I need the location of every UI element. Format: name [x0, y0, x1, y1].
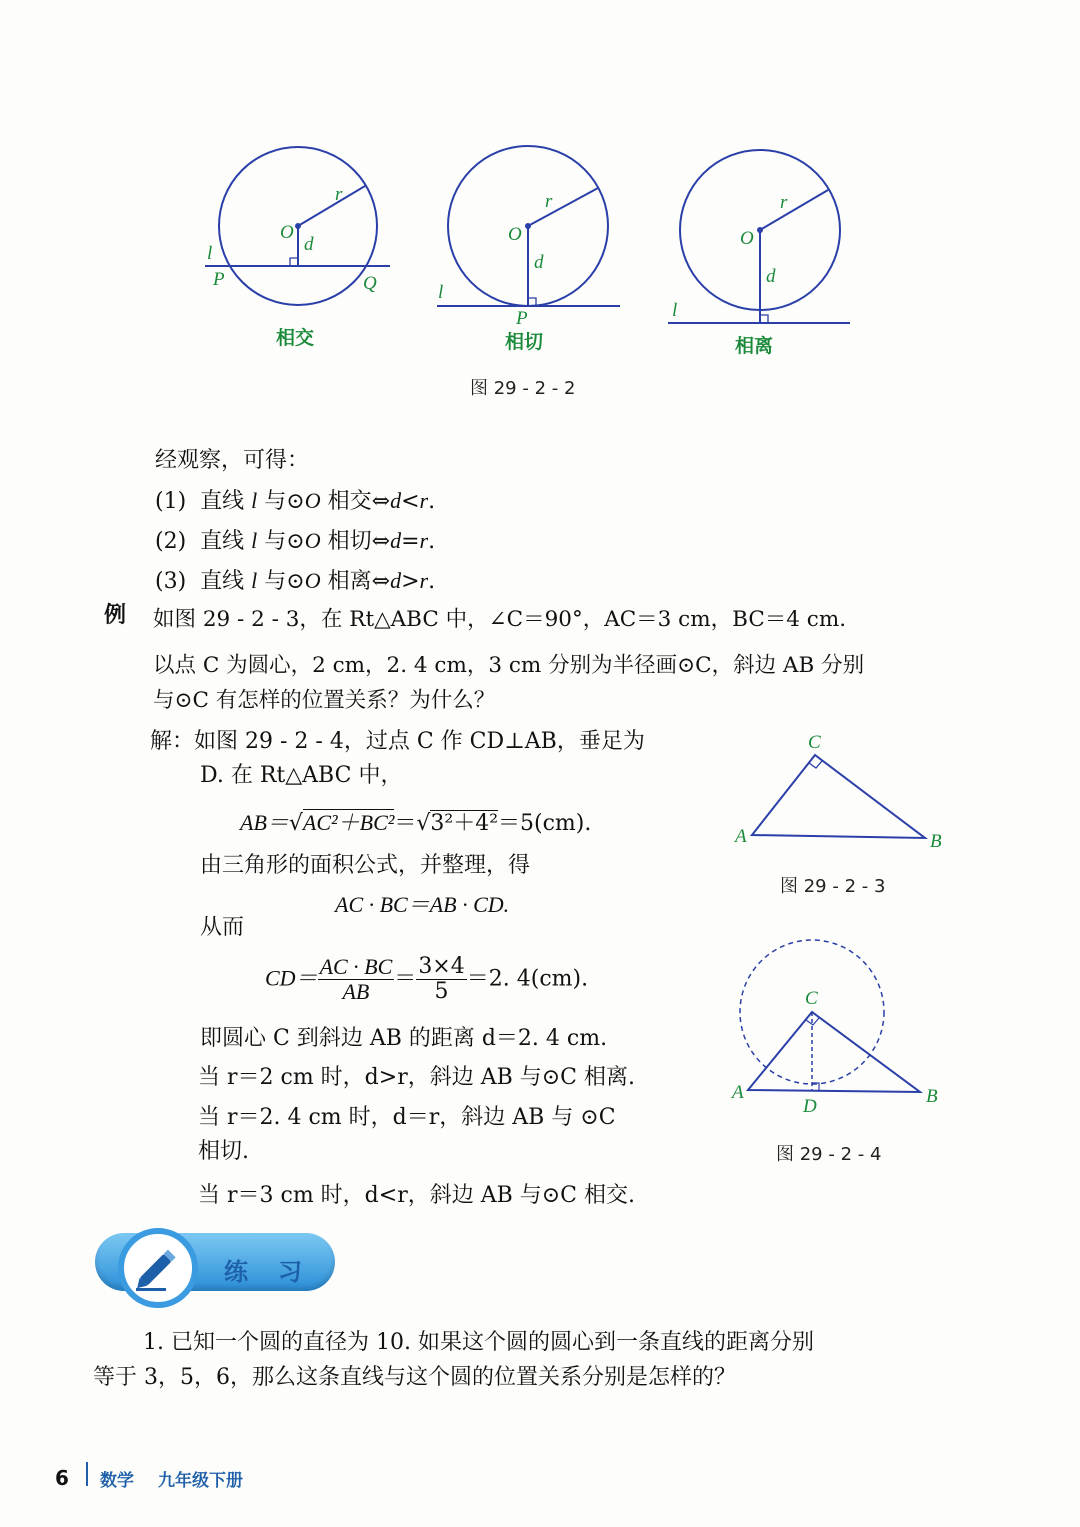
solution-line: 当 r＝2. 4 cm 时，d＝r，斜边 AB 与 ⊙C [198, 1105, 616, 1130]
solution-line: 解：如图 29 - 2 - 4，过点 C 作 CD⊥AB，垂足为 [150, 729, 645, 754]
example-line: 以点 C 为圆心，2 cm，2. 4 cm，3 cm 分别为半径画⊙C，斜边 AB 分别 [153, 653, 865, 678]
label-b: B [926, 1086, 938, 1107]
exercise-title: 练习 [224, 1258, 332, 1286]
observation-item: (1) 直线 l 与⊙O 相交⇔d<r. [155, 488, 436, 514]
footer-grade: 九年级下册 [158, 1471, 243, 1491]
figure-caption: 图 29 - 2 - 3 [780, 876, 886, 897]
figure-caption: 图 29 - 2 - 4 [776, 1144, 882, 1165]
page-number: 6 [55, 1466, 69, 1490]
solution-line: D. 在 Rt△ABC 中， [200, 763, 403, 788]
exercise-item-1: 1. 已知一个圆的直径为 10. 如果这个圆的圆心到一条直线的距离分别 [143, 1330, 814, 1355]
label-q: Q [363, 273, 377, 294]
solution-line: 即圆心 C 到斜边 AB 的距离 d＝2. 4 cm. [200, 1026, 608, 1051]
label-o: O [740, 228, 754, 249]
caption-separate: 相离 [735, 335, 774, 357]
figure-29-2-3 [733, 732, 942, 897]
solution-line: 从而 [200, 915, 245, 940]
label-b: B [930, 831, 942, 852]
label-l: l [207, 243, 213, 264]
footer-subject: 数学 [100, 1471, 134, 1491]
solution-line: 相切. [198, 1139, 249, 1164]
solution-line: 由三角形的面积公式，并整理，得 [200, 853, 531, 878]
pencil-badge [118, 1228, 198, 1308]
example-line: 如图 29 - 2 - 3，在 Rt△ABC 中，∠C＝90°，AC＝3 cm，BC＝4 cm. [153, 607, 847, 632]
label-r: r [335, 184, 343, 205]
caption-tangent: 相切 [505, 331, 544, 353]
label-d: D [803, 1096, 817, 1117]
label-d: d [534, 252, 544, 273]
figure-29-2-2 [0, 0, 1080, 420]
label-p: P [516, 308, 528, 329]
pencil-icon [124, 1234, 192, 1302]
figure-29-2-4 [730, 940, 938, 1165]
label-a: A [732, 1082, 744, 1103]
label-o: O [280, 222, 294, 243]
observation-item: (3) 直线 l 与⊙O 相离⇔d>r. [155, 568, 436, 594]
figure-caption: 图 29 - 2 - 2 [470, 378, 576, 399]
label-l: l [438, 282, 444, 303]
solution-line: 当 r＝3 cm 时，d<r，斜边 AB 与⊙C 相交. [198, 1183, 636, 1208]
exercise-item-1-cont: 等于 3，5，6，那么这条直线与这个圆的位置关系分别是怎样的？ [93, 1365, 736, 1390]
observation-intro: 经观察，可得： [155, 448, 310, 473]
label-d: d [304, 234, 314, 255]
label-r: r [545, 191, 553, 212]
label-p: P [213, 269, 225, 290]
observation-item: (2) 直线 l 与⊙O 相切⇔d=r. [155, 528, 436, 554]
caption-intersect: 相交 [276, 327, 315, 349]
cd-formula: CD＝ $\frac{AC \cdot BC}{AB}$ ＝ $\frac{3\times 4}{5}$ ＝2. 4(cm). [265, 954, 589, 1005]
solution-line: AC · BC＝AB · CD. [335, 892, 510, 917]
example-tag: 例 [104, 603, 127, 628]
label-r: r [780, 192, 788, 213]
ab-formula: AB＝√AC²＋BC²＝√3²＋4²＝5(cm). [240, 810, 592, 836]
label-a: A [735, 826, 747, 847]
label-l: l [672, 300, 678, 321]
footer-divider [86, 1462, 88, 1486]
label-d: d [766, 266, 776, 287]
label-c: C [805, 988, 818, 1009]
label-o: O [508, 224, 522, 245]
example-line: 与⊙C 有怎样的位置关系？为什么？ [153, 688, 496, 713]
label-c: C [808, 732, 821, 753]
figure-separate [668, 150, 850, 323]
solution-line: 当 r＝2 cm 时，d>r，斜边 AB 与⊙C 相离. [198, 1065, 636, 1090]
